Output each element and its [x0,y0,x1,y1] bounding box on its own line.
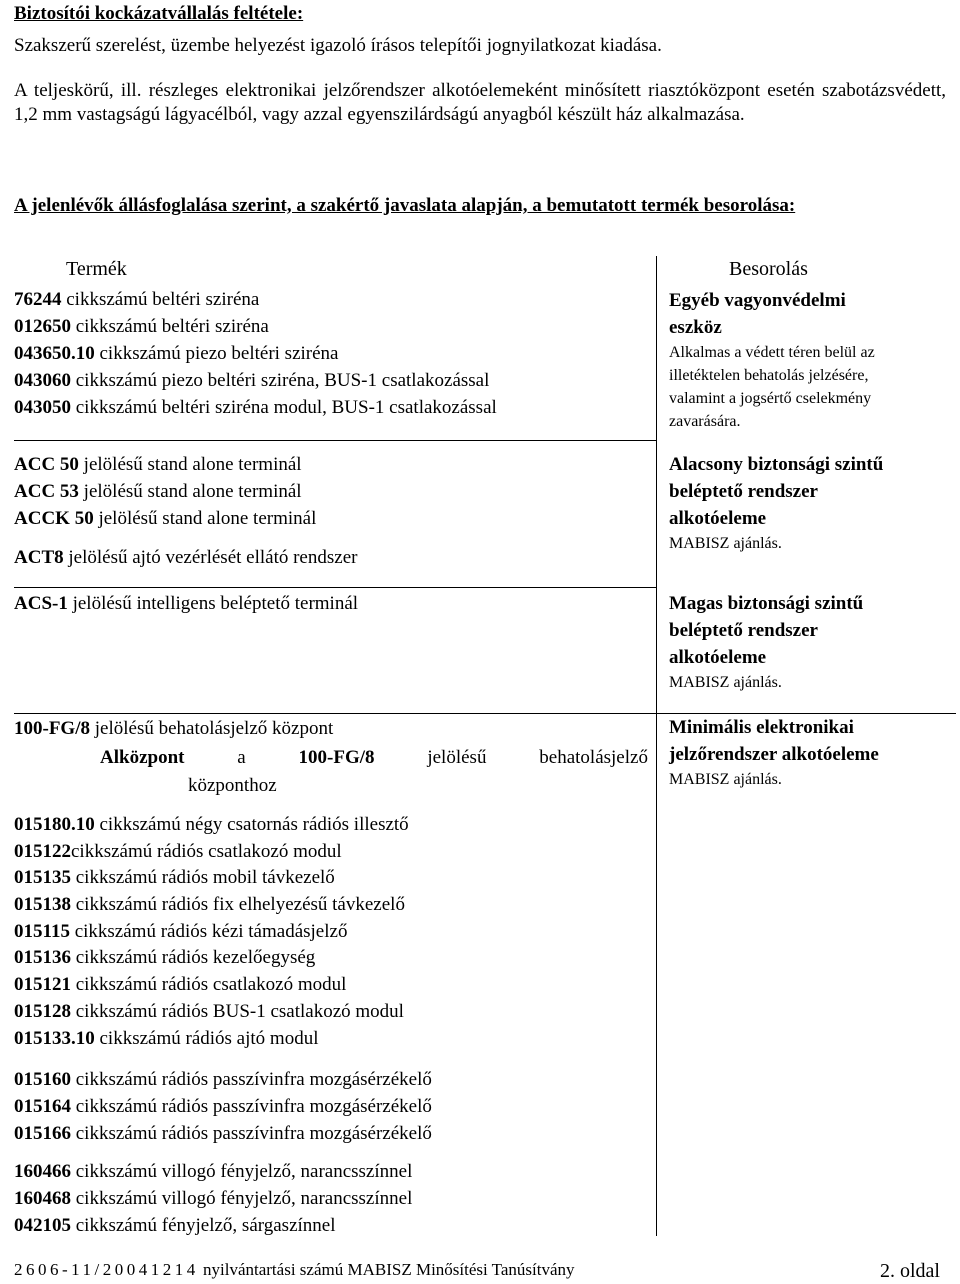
product-row: ACCK 50 jelölésű stand alone terminál [14,508,317,529]
product-row: 015136 cikkszámú rádiós kezelőegység [14,947,316,969]
product-row: ACS-1 jelölésű intelligens beléptető terminál [14,593,359,614]
product-group-fg8 [14,715,333,742]
product-group-radio [14,812,409,1052]
product-group-terminals [14,451,316,532]
product-row: 100-FG/8 jelölésű behatolásjelző központ [14,718,334,739]
classification-heading: A jelenlévők állásfoglalása szerint, a szakértő javaslata alapján, a bemutatott termék besorolása: [14,195,796,216]
product-group-pir [14,1066,432,1147]
product-row: 043050 cikkszámú beltéri sziréna modul, BUS-1 csatlakozással [14,397,497,418]
table-rule [14,713,656,714]
product-sub-item: Alközpont a 100-FG/8 jelölésű behatolásjelző központhoz [100,747,648,796]
product-group-acs1 [14,590,358,617]
footer-certificate-reference: 2606-11/20041214 nyilvántartási számú MABISZ Minősítési Tanúsítvány [14,1260,575,1279]
table-rule [14,587,656,588]
classification-low-security-access: Alacsony biztonsági szintű beléptető rendszer alkotóeleme MABISZ ajánlás. [669,454,884,552]
product-row: 043650.10 cikkszámú piezo beltéri sziréna [14,343,339,364]
paragraph-housing: A teljeskörű, ill. részleges elektronikai jelzőrendszer alkotóelemeként minősített riasztóközpont esetén szabotázsvédett, 1,2 mm vastagságú lágyacélból, vagy azzal egyenszilárdságú anyagból készült ház alkalmazása. [14,80,946,125]
column-header-classification: Besorolás [729,258,808,280]
product-row: 015164 cikkszámú rádiós passzívinfra mozgásérzékelő [14,1096,432,1117]
product-row: 015138 cikkszámú rádiós fix elhelyezésű távkezelő [14,894,405,916]
product-row: 160466 cikkszámú villogó fényjelző, narancsszínnel [14,1161,413,1182]
product-row: 015135 cikkszámú rádiós mobil távkezelő [14,867,335,889]
product-row: 015180.10 cikkszámú négy csatornás rádiós illesztő [14,814,409,835]
product-row: 015128 cikkszámú rádiós BUS-1 csatlakozó modul [14,1000,404,1022]
classification-minimal-alarm-system: Minimális elektronikai jelzőrendszer alkotóeleme MABISZ ajánlás. [669,717,879,788]
product-row: 76244 cikkszámú beltéri sziréna [14,289,260,310]
product-row: 160468 cikkszámú villogó fényjelző, narancsszínnel [14,1188,413,1209]
product-row: ACC 53 jelölésű stand alone terminál [14,481,302,502]
product-group-act8 [14,544,357,571]
paragraph-declaration: Szakszerű szerelést, üzembe helyezést igazoló írásos telepítői jognyilatkozat kiadása. [14,35,662,56]
table-rule [14,440,656,441]
product-row: 015166 cikkszámú rádiós passzívinfra mozgásérzékelő [14,1123,432,1144]
product-row: 043060 cikkszámú piezo beltéri sziréna, BUS-1 csatlakozással [14,370,490,391]
product-group-sirens [14,286,497,421]
classification-high-security-access: Magas biztonsági szintű beléptető rendszer alkotóeleme MABISZ ajánlás. [669,593,864,691]
product-group-flashers [14,1158,412,1239]
product-row: 015121 cikkszámú rádiós csatlakozó modul [14,974,347,996]
product-row: 015115 cikkszámú rádiós kézi támadásjelző [14,920,348,942]
product-row: 015122cikkszámú rádiós csatlakozó modul [14,840,342,862]
classification-other-security-device: Egyéb vagyonvédelmi eszköz Alkalmas a védett téren belül az illetéktelen behatolás jelzésére, valamint a jogsértő cselekmény zavarására. [669,290,875,430]
product-row: ACC 50 jelölésű stand alone terminál [14,454,302,475]
product-row: 012650 cikkszámú beltéri sziréna [14,316,269,337]
section-heading: Biztosítói kockázatvállalás feltétele: [14,3,304,24]
product-row: ACT8 jelölésű ajtó vezérlését ellátó rendszer [14,547,358,568]
product-row: 042105 cikkszámú fényjelző, sárgaszínnel [14,1215,336,1236]
page-number: 2. oldal [880,1260,940,1282]
product-row: 015133.10 cikkszámú rádiós ajtó modul [14,1027,319,1049]
column-header-product: Termék [66,258,127,280]
product-row: 015160 cikkszámú rádiós passzívinfra mozgásérzékelő [14,1069,432,1090]
table-column-divider [656,256,657,1236]
